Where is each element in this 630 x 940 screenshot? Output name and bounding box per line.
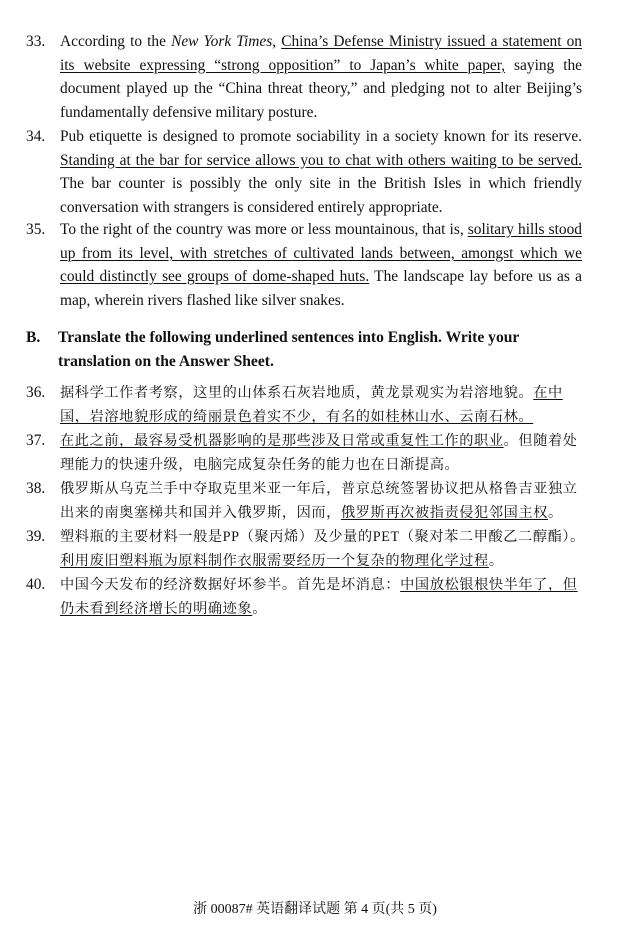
question-text: 中国今天发布的经济数据好坏参半。首先是坏消息：中国放松银根快半年了，但仍未看到经济增长的明确迹象。 [60, 577, 578, 618]
underlined-sentence: China’s Defense Ministry issued a statement on its website expressing “strong opposition” to Japan’s white paper, [60, 33, 582, 74]
question-34 [26, 125, 582, 219]
question-text: According to the New York Times, China’s Defense Ministry issued a statement on its website expressing “strong opposition” to Japan’s white paper, saying the document played up the “China threat theory,” and pledging not to alter Beijing’s fundamentally defensive military posture. [60, 33, 583, 121]
underlined-sentence: 利用废旧塑料瓶为原料制作衣服需要经历一个复杂的物理化学过程 [60, 553, 489, 570]
question-text: Pub etiquette is designed to promote sociability in a society known for its reserve. Standing at the bar for service allows you to chat with others waiting to be served. The bar counter is possibly the only site in the British Isles in which friendly conversation with strangers is considered entirely appropriate. [60, 128, 582, 216]
question-number: 39. [26, 528, 46, 545]
underlined-sentence: Standing at the bar for service allows you to chat with others waiting to be served. [60, 151, 582, 169]
question-number: 36. [26, 384, 46, 401]
question-number: 37. [26, 432, 46, 449]
question-text: 俄罗斯从乌克兰手中夺取克里米亚一年后，普京总统签署协议把从格鲁吉亚独立出来的南奥塞梯共和国并入俄罗斯，因而，俄罗斯再次被指责侵犯邻国主权。 [60, 481, 578, 522]
underlined-sentence: 俄罗斯再次被指责侵犯邻国主权 [340, 505, 548, 522]
question-39 [26, 525, 586, 574]
question-number: 35. [26, 221, 46, 238]
question-text: 据科学工作者考察，这里的山体系石灰岩地质，黄龙景观实为岩溶地貌。在中国，岩溶地貌形成的绮丽景色着实不少，有名的如桂林山水、云南石林。 [60, 385, 563, 426]
question-37 [26, 429, 586, 478]
question-36 [26, 381, 586, 430]
question-38 [26, 477, 586, 526]
underlined-sentence: 在中国，岩溶地貌形成的绮丽景色着实不少，有名的如桂林山水、云南石林。 [60, 385, 563, 426]
section-b-heading [26, 326, 586, 373]
question-number: 33. [26, 33, 46, 50]
underlined-sentence: 在此之前，最容易受机器影响的是那些涉及日常或重复性工作的职业 [60, 433, 504, 449]
section-letter: B. [26, 329, 41, 346]
question-33 [26, 30, 582, 124]
underlined-sentence: solitary hills stood up from its level, with stretches of cultivated lands between, amongst which we could distinctly see groups of dome-shaped huts. [60, 221, 582, 286]
question-number: 40. [26, 576, 46, 593]
question-number: 34. [26, 128, 46, 145]
section-instruction: Translate the following underlined sentences into English. Write your translation on the Answer Sheet. [58, 329, 520, 370]
question-35 [26, 218, 582, 312]
question-text: To the right of the country was more or less mountainous, that is, solitary hills stood up from its level, with stretches of cultivated lands between, amongst which we could distinctly see groups of dome-shaped huts. The landscape lay before us as a map, wherein rivers flashed like silver snakes. [60, 221, 582, 309]
question-number: 38. [26, 480, 46, 497]
question-text: 在此之前，最容易受机器影响的是那些涉及日常或重复性工作的职业。但随着处理能力的快速升级，电脑完成复杂任务的能力也在日渐提高。 [60, 433, 578, 474]
publication-title: New York Times [171, 33, 273, 50]
question-40 [26, 573, 586, 622]
underlined-sentence: 中国放松银根快半年了，但仍未看到经济增长的明确迹象 [60, 577, 578, 618]
question-text: 塑料瓶的主要材料一般是PP（聚丙烯）及少量的PET（聚对苯二甲酸乙二醇酯）。利用废旧塑料瓶为原料制作衣服需要经历一个复杂的物理化学过程。 [60, 529, 585, 570]
page-footer: 浙 00087# 英语翻译试题 第 4 页(共 5 页) [193, 902, 437, 917]
